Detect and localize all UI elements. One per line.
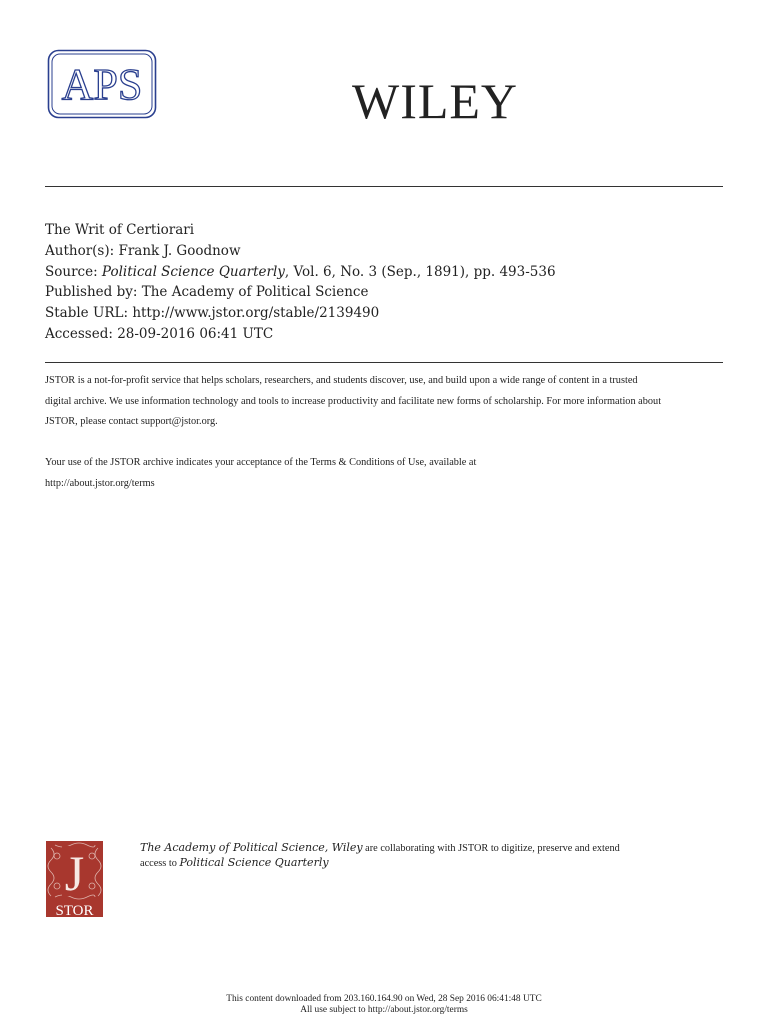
terms-link[interactable]: http://about.jstor.org/terms [45,477,155,489]
stable-url-link[interactable]: http://www.jstor.org/stable/2139490 [132,305,380,322]
collab-publishers: The Academy of Political Science, Wiley [140,841,363,854]
jstor-logo [45,840,104,918]
top-divider [45,186,723,187]
jstor-logo-text: STOR [55,903,94,918]
wiley-logo: WILEY [352,73,519,129]
collaboration-statement: The Academy of Political Science, Wiley are collaborating with JSTOR to digitize, preserve and extend access to Political Science Quarterly [140,841,620,869]
footer-terms: All use subject to http://about.jstor.org/terms [300,1005,468,1015]
citation-block [45,220,556,345]
aps-logo-text: APS [61,60,143,109]
journal-title: Political Science Quarterly [101,263,285,280]
stable-url-line: Stable URL: http://www.jstor.org/stable/2139490 [45,305,380,322]
aps-logo [47,49,157,119]
jstor-logo-letter: J [64,845,85,901]
author-line: Author(s): Frank J. Goodnow [45,242,241,259]
article-title: The Writ of Certiorari [45,222,195,238]
jstor-notice: JSTOR is a not-for-profit service that helps scholars, researchers, and students discover, use, and build upon a wide range of content in a trusted digital archive. We use information technology and tools to increase productivity and facilitate new forms of scholarship. For more information about JSTOR, please contact support@jstor.org. [45,375,662,427]
source-line: Source: Political Science Quarterly, Vol. 6, No. 3 (Sep., 1891), pp. 493-536 [45,263,556,280]
middle-divider [45,362,723,363]
collab-journal: Political Science Quarterly [179,856,329,869]
terms-notice: Your use of the JSTOR archive indicates your acceptance of the Terms & Conditions of Use, available at http://about.jstor.org/terms [45,453,725,494]
publisher-line: Published by: The Academy of Political Science [45,284,369,301]
accessed-line: Accessed: 28-09-2016 06:41 UTC [45,325,274,342]
download-footer: This content downloaded from 203.160.164.90 on Wed, 28 Sep 2016 06:41:48 UTC All use subject to http://about.jstor.org/terms [0,994,768,1016]
author-name: Frank J. Goodnow [118,242,241,259]
